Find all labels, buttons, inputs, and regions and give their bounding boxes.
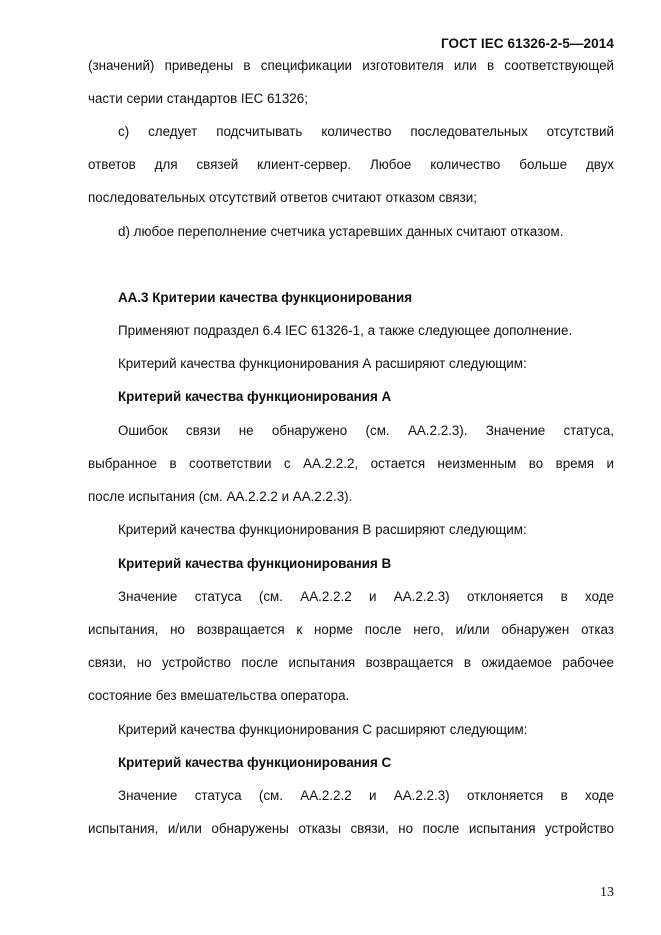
paragraph-line: Значение статуса (см. АА.2.2.2 и АА.2.2.3) отклоняется в ходе: [118, 788, 614, 803]
criterion-c-heading: Критерий качества функционирования С: [118, 755, 392, 770]
paragraph-line: Ошибок связи не обнаружено (см. АА.2.2.3). Значение статуса,: [118, 423, 614, 438]
body-line: ответов для связей клиент-сервер. Любое количество больше двух: [88, 157, 614, 172]
body-line: (значений) приведены в спецификации изготовителя или в соответствующей: [88, 58, 614, 73]
paragraph-line: испытания, и/или обнаружены отказы связи, но после испытания устройство: [88, 821, 614, 836]
paragraph-line: выбранное в соответствии с АА.2.2.2, остается неизменным во время и: [88, 456, 614, 471]
paragraph-line: связи, но устройство после испытания возвращается в ожидаемое рабочее: [88, 655, 614, 670]
paragraph-line: Значение статуса (см. АА.2.2.2 и АА.2.2.3) отклоняется в ходе: [118, 589, 614, 604]
paragraph-line: Критерий качества функционирования С расширяют следующим:: [118, 722, 528, 737]
body-line: последовательных отсутствий ответов считают отказом связи;: [88, 190, 477, 205]
list-item-d: d) любое переполнение счетчика устаревших данных считают отказом.: [118, 224, 564, 239]
paragraph-line: Применяют подраздел 6.4 IEC 61326-1, а также следующее дополнение.: [118, 323, 573, 338]
criterion-b-heading: Критерий качества функционирования В: [118, 556, 392, 571]
paragraph-line: состояние без вмешательства оператора.: [88, 688, 350, 703]
list-item-c: c) следует подсчитывать количество последовательных отсутствий: [118, 124, 614, 139]
criterion-a-heading: Критерий качества функционирования А: [118, 389, 392, 404]
paragraph-line: после испытания (см. АА.2.2.2 и АА.2.2.3).: [88, 489, 353, 504]
paragraph-line: Критерий качества функционирования В расширяют следующим:: [118, 522, 527, 537]
paragraph-line: Критерий качества функционирования А расширяют следующим:: [118, 356, 527, 371]
document-code-header: ГОСТ IEC 61326-2-5—2014: [440, 36, 614, 51]
body-line: части серии стандартов IEC 61326;: [88, 91, 308, 106]
paragraph-line: испытания, но возвращается к норме после него, и/или обнаружен отказ: [88, 622, 614, 637]
page-number: 13: [600, 885, 614, 900]
section-heading: АА.3 Критерии качества функционирования: [118, 290, 413, 305]
